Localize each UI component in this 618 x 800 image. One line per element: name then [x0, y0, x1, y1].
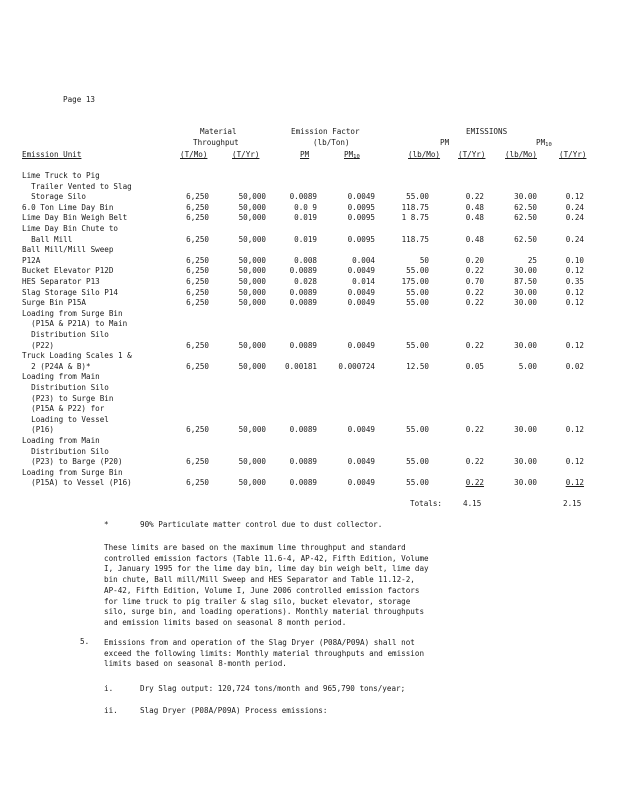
cell-pm10-lb-mo: 25 [527, 255, 537, 265]
cell-pm-t-yr: 0.48 [465, 234, 484, 244]
cell-pm10-t-yr: 0.35 [565, 277, 584, 286]
cell-pm-t-yr: 0.22 [465, 340, 484, 350]
cell-t-yr: 50,000 [238, 192, 266, 202]
cell-t-mo: 6,250 [186, 192, 209, 202]
cell-ef-pm10: 0.0049 [347, 192, 375, 202]
cell-pm10-t-yr: 0.12 [565, 287, 584, 297]
cell-pm-t-yr: 0.22 [465, 266, 484, 276]
header-t-yr-2: (T/Yr) [458, 150, 486, 159]
emission-unit-text: Bucket Elevator P12D [22, 266, 114, 276]
cell-pm10-t-yr: 0.12 [565, 457, 584, 467]
emission-unit-text: (P22) [22, 340, 55, 350]
cell-ef-pm: 0.0089 [289, 266, 317, 276]
cell-ef-pm: 0.019 [294, 213, 317, 223]
cell-pm10-t-yr: 0.24 [565, 234, 584, 244]
item-5-number: 5. [80, 637, 90, 646]
header-emission-unit: Emission Unit [22, 150, 82, 159]
emission-unit-text: (P16) [22, 425, 55, 435]
cell-ef-pm: 0.00181 [284, 361, 317, 371]
cell-ef-pm: 0.0 9 [294, 202, 317, 212]
cell-ef-pm: 0.019 [294, 234, 317, 244]
emission-unit-text: Lime Truck to Pig [22, 171, 100, 180]
emission-unit-text: Loading from Main [22, 436, 100, 445]
cell-pm-lb-mo: 55.00 [406, 340, 429, 350]
emission-unit-text: (P15A & P21A) to Main [22, 319, 128, 329]
cell-ef-pm: 0.0089 [289, 457, 317, 467]
emission-unit-text: Truck Loading Scales 1 & [22, 351, 132, 361]
cell-ef-pm10: 0.0095 [347, 202, 375, 212]
cell-pm-lb-mo: 118.75 [401, 234, 429, 244]
cell-ef-pm: 0.0089 [289, 425, 317, 435]
emission-unit-text: Lime Day Bin Weigh Belt [22, 213, 128, 223]
cell-pm-lb-mo: 175.00 [401, 277, 429, 286]
cell-ef-pm10: 0.0049 [347, 287, 375, 297]
cell-pm-lb-mo: 55.00 [406, 457, 429, 467]
cell-pm-t-yr: 0.22 [465, 192, 484, 202]
cell-t-mo: 6,250 [186, 361, 209, 371]
cell-ef-pm: 0.0089 [289, 340, 317, 350]
cell-pm10-lb-mo: 5.00 [518, 361, 537, 371]
header-ef-pm10: $PM_{10}$ [344, 150, 360, 160]
cell-t-yr: 50,000 [238, 287, 266, 297]
cell-pm-lb-mo: 1 8.75 [401, 213, 429, 223]
totals-pm10: 2.15 [563, 499, 582, 508]
cell-pm-t-yr: 0.48 [465, 202, 484, 212]
cell-pm-lb-mo: 55.00 [406, 192, 429, 202]
cell-pm10-lb-mo: 30.00 [514, 478, 537, 488]
paragraph-line: I, January 1995 for the lime day bin, lime day bin weigh belt, lime day [104, 564, 429, 574]
cell-t-yr: 50,000 [238, 425, 266, 435]
cell-pm10-lb-mo: 30.00 [514, 298, 537, 308]
cell-pm10-lb-mo: 30.00 [514, 287, 537, 297]
emission-unit-text: 6.0 Ton Lime Day Bin [22, 202, 114, 212]
cell-pm10-t-yr: 0.12 [565, 192, 584, 202]
cell-ef-pm10: 0.0049 [347, 266, 375, 276]
cell-pm-t-yr: 0.05 [465, 361, 484, 371]
cell-t-yr: 50,000 [238, 457, 266, 467]
cell-pm-t-yr: 0.70 [465, 277, 484, 286]
cell-ef-pm10: 0.004 [352, 255, 375, 265]
emission-unit-text: (P15A) to Vessel (P16) [22, 478, 132, 488]
paragraph-line: silo, surge bin, and loading operations). Monthly material throughputs [104, 607, 425, 617]
emission-unit-text: Loading from Main [22, 372, 100, 382]
emission-unit-text: P12A [22, 255, 41, 265]
cell-pm-t-yr: 0.22 [465, 478, 484, 488]
cell-pm-t-yr: 0.48 [465, 213, 484, 223]
emission-unit-text: Storage Silo [22, 192, 87, 202]
header-lb-mo-1: (lb/Mo) [408, 150, 441, 159]
cell-pm-t-yr: 0.20 [465, 255, 484, 265]
cell-pm-lb-mo: 55.00 [406, 266, 429, 276]
cell-t-mo: 6,250 [186, 298, 209, 308]
cell-t-mo: 6,250 [186, 425, 209, 435]
header-ef-1: Emission Factor [291, 127, 360, 136]
emission-unit-text: (P23) to Surge Bin [22, 393, 114, 403]
cell-pm10-lb-mo: 62.50 [514, 234, 537, 244]
cell-pm10-lb-mo: 62.50 [514, 213, 537, 223]
emission-unit-text: Loading to Vessel [22, 414, 109, 424]
cell-ef-pm10: 0.0095 [347, 213, 375, 223]
totals-pm: 4.15 [463, 499, 482, 508]
paragraph-line: for lime truck to pig trailer & slag silo, bucket elevator, storage [104, 596, 411, 606]
sub-item-i-number: i. [104, 684, 114, 693]
cell-t-mo: 6,250 [186, 340, 209, 350]
emission-unit-text: Ball Mill/Mill Sweep [22, 245, 114, 255]
cell-ef-pm: 0.008 [294, 255, 317, 265]
header-material-1: Material [200, 127, 237, 136]
cell-t-mo: 6,250 [186, 287, 209, 297]
cell-ef-pm10: 0.0049 [347, 457, 375, 467]
cell-pm10-t-yr: 0.12 [565, 266, 584, 276]
emission-unit-text: Loading from Surge Bin [22, 467, 123, 477]
cell-t-mo: 6,250 [186, 277, 209, 286]
header-t-mo: (T/Mo) [180, 150, 208, 159]
cell-ef-pm10: 0.0095 [347, 234, 375, 244]
cell-pm-lb-mo: 118.75 [401, 202, 429, 212]
cell-ef-pm: 0.0089 [289, 192, 317, 202]
cell-pm10-t-yr: 0.12 [565, 340, 584, 350]
sub-item-ii-text: Slag Dryer (P08A/P09A) Process emissions: [140, 706, 328, 715]
paragraph-line: AP-42, Fifth Edition, Volume I, June 2006 controlled emission factors [104, 585, 420, 595]
cell-ef-pm10: 0.014 [352, 277, 375, 286]
cell-pm-lb-mo: 55.00 [406, 425, 429, 435]
header-t-yr: (T/Yr) [232, 150, 260, 159]
cell-pm10-t-yr: 0.12 [565, 478, 584, 488]
cell-pm10-lb-mo: 62.50 [514, 202, 537, 212]
cell-t-mo: 6,250 [186, 255, 209, 265]
emission-unit-text: (P15A & P22) for [22, 404, 105, 414]
cell-t-yr: 50,000 [238, 255, 266, 265]
cell-t-yr: 50,000 [238, 277, 266, 286]
cell-pm10-t-yr: 0.02 [565, 361, 584, 371]
paragraph-line: controlled emission factors (Table 11.6-4, AP-42, Fifth Edition, Volume [104, 553, 429, 563]
sub-item-i-text: Dry Slag output: 120,724 tons/month and 965,790 tons/year; [140, 684, 406, 693]
cell-t-yr: 50,000 [238, 478, 266, 488]
cell-pm10-t-yr: 0.24 [565, 213, 584, 223]
cell-pm10-t-yr: 0.10 [565, 255, 584, 265]
item-5-line: Emissions from and operation of the Slag Dryer (P08A/P09A) shall not [104, 638, 415, 647]
cell-ef-pm: 0.0089 [289, 287, 317, 297]
emission-unit-text: Slag Storage Silo P14 [22, 287, 119, 297]
item-5-line: limits based on seasonal 8-month period. [104, 659, 287, 669]
header-pm: PM [440, 138, 450, 147]
emission-unit-text: Lime Day Bin Chute to [22, 224, 119, 233]
cell-pm10-t-yr: 0.12 [565, 425, 584, 435]
cell-t-yr: 50,000 [238, 340, 266, 350]
cell-pm10-lb-mo: 30.00 [514, 425, 537, 435]
header-t-yr-3: (T/Yr) [559, 150, 587, 159]
cell-t-yr: 50,000 [238, 298, 266, 308]
cell-pm10-t-yr: 0.24 [565, 202, 584, 212]
emission-unit-text: Distribution Silo [22, 446, 109, 456]
cell-ef-pm10: 0.0049 [347, 425, 375, 435]
cell-pm-t-yr: 0.22 [465, 457, 484, 467]
item-5-line: exceed the following limits: Monthly material throughputs and emission [104, 648, 425, 658]
cell-t-yr: 50,000 [238, 234, 266, 244]
cell-pm10-lb-mo: 30.00 [514, 192, 537, 202]
cell-ef-pm10: 0.0049 [347, 298, 375, 308]
cell-t-yr: 50,000 [238, 266, 266, 276]
cell-pm-lb-mo: 12.50 [406, 361, 429, 371]
emission-unit-text: (P23) to Barge (P20) [22, 457, 123, 467]
cell-pm-lb-mo: 50 [419, 255, 429, 265]
cell-t-mo: 6,250 [186, 457, 209, 467]
emission-unit-text: Loading from Surge Bin [22, 308, 123, 318]
header-ef-2: (lb/Ton) [313, 138, 350, 147]
cell-t-mo: 6,250 [186, 213, 209, 223]
footnote-mark: * [104, 520, 109, 529]
cell-pm-lb-mo: 55.00 [406, 287, 429, 297]
cell-pm-lb-mo: 55.00 [406, 298, 429, 308]
cell-ef-pm: 0.0089 [289, 298, 317, 308]
emission-unit-text: Distribution Silo [22, 383, 109, 392]
emission-unit-text: Surge Bin P15A [22, 298, 87, 308]
cell-ef-pm10: 0.000724 [338, 361, 375, 371]
footnote-text: 90% Particulate matter control due to dust collector. [140, 520, 383, 529]
cell-ef-pm10: 0.0049 [347, 478, 375, 488]
cell-pm-lb-mo: 55.00 [406, 478, 429, 488]
cell-t-mo: 6,250 [186, 478, 209, 488]
cell-pm10-lb-mo: 30.00 [514, 457, 537, 467]
header-lb-mo-2: (lb/Mo) [505, 150, 538, 159]
paragraph-line: These limits are based on the maximum lime throughput and standard [104, 543, 406, 552]
cell-t-yr: 50,000 [238, 361, 266, 371]
cell-pm-t-yr: 0.22 [465, 287, 484, 297]
emission-unit-text: HES Separator P13 [22, 277, 100, 286]
cell-pm10-lb-mo: 87.50 [514, 277, 537, 286]
sub-item-ii-number: ii. [104, 706, 118, 715]
paragraph-line: and emission limits based on seasonal 8 month period. [104, 617, 347, 627]
cell-ef-pm10: 0.0049 [347, 340, 375, 350]
totals-label: Totals: [410, 499, 443, 508]
cell-t-mo: 6,250 [186, 266, 209, 276]
cell-pm-t-yr: 0.22 [465, 298, 484, 308]
cell-pm10-lb-mo: 30.00 [514, 266, 537, 276]
cell-t-yr: 50,000 [238, 202, 266, 212]
header-ef-pm: PM [300, 150, 310, 159]
emission-unit-text: 2 (P24A & B)* [22, 361, 91, 371]
emission-unit-text: Distribution Silo [22, 330, 109, 339]
emission-unit-text: Ball Mill [22, 234, 73, 244]
header-pm10-group: $PM_{10}$ [536, 138, 552, 148]
header-emissions: EMISSIONS [466, 127, 508, 136]
cell-ef-pm: 0.0089 [289, 478, 317, 488]
page-label: Page 13 [63, 95, 96, 104]
cell-pm10-lb-mo: 30.00 [514, 340, 537, 350]
paragraph-line: bin chute, Ball mill/Mill Sweep and HES Separator and Table 11.12-2, [104, 575, 415, 585]
cell-t-yr: 50,000 [238, 213, 266, 223]
cell-t-mo: 6,250 [186, 202, 209, 212]
cell-t-mo: 6,250 [186, 234, 209, 244]
cell-ef-pm: 0.028 [294, 277, 317, 286]
emission-unit-text: Trailer Vented to Slag [22, 181, 132, 191]
cell-pm10-t-yr: 0.12 [565, 298, 584, 308]
cell-pm-t-yr: 0.22 [465, 425, 484, 435]
header-material-2: Throughput [193, 138, 239, 147]
